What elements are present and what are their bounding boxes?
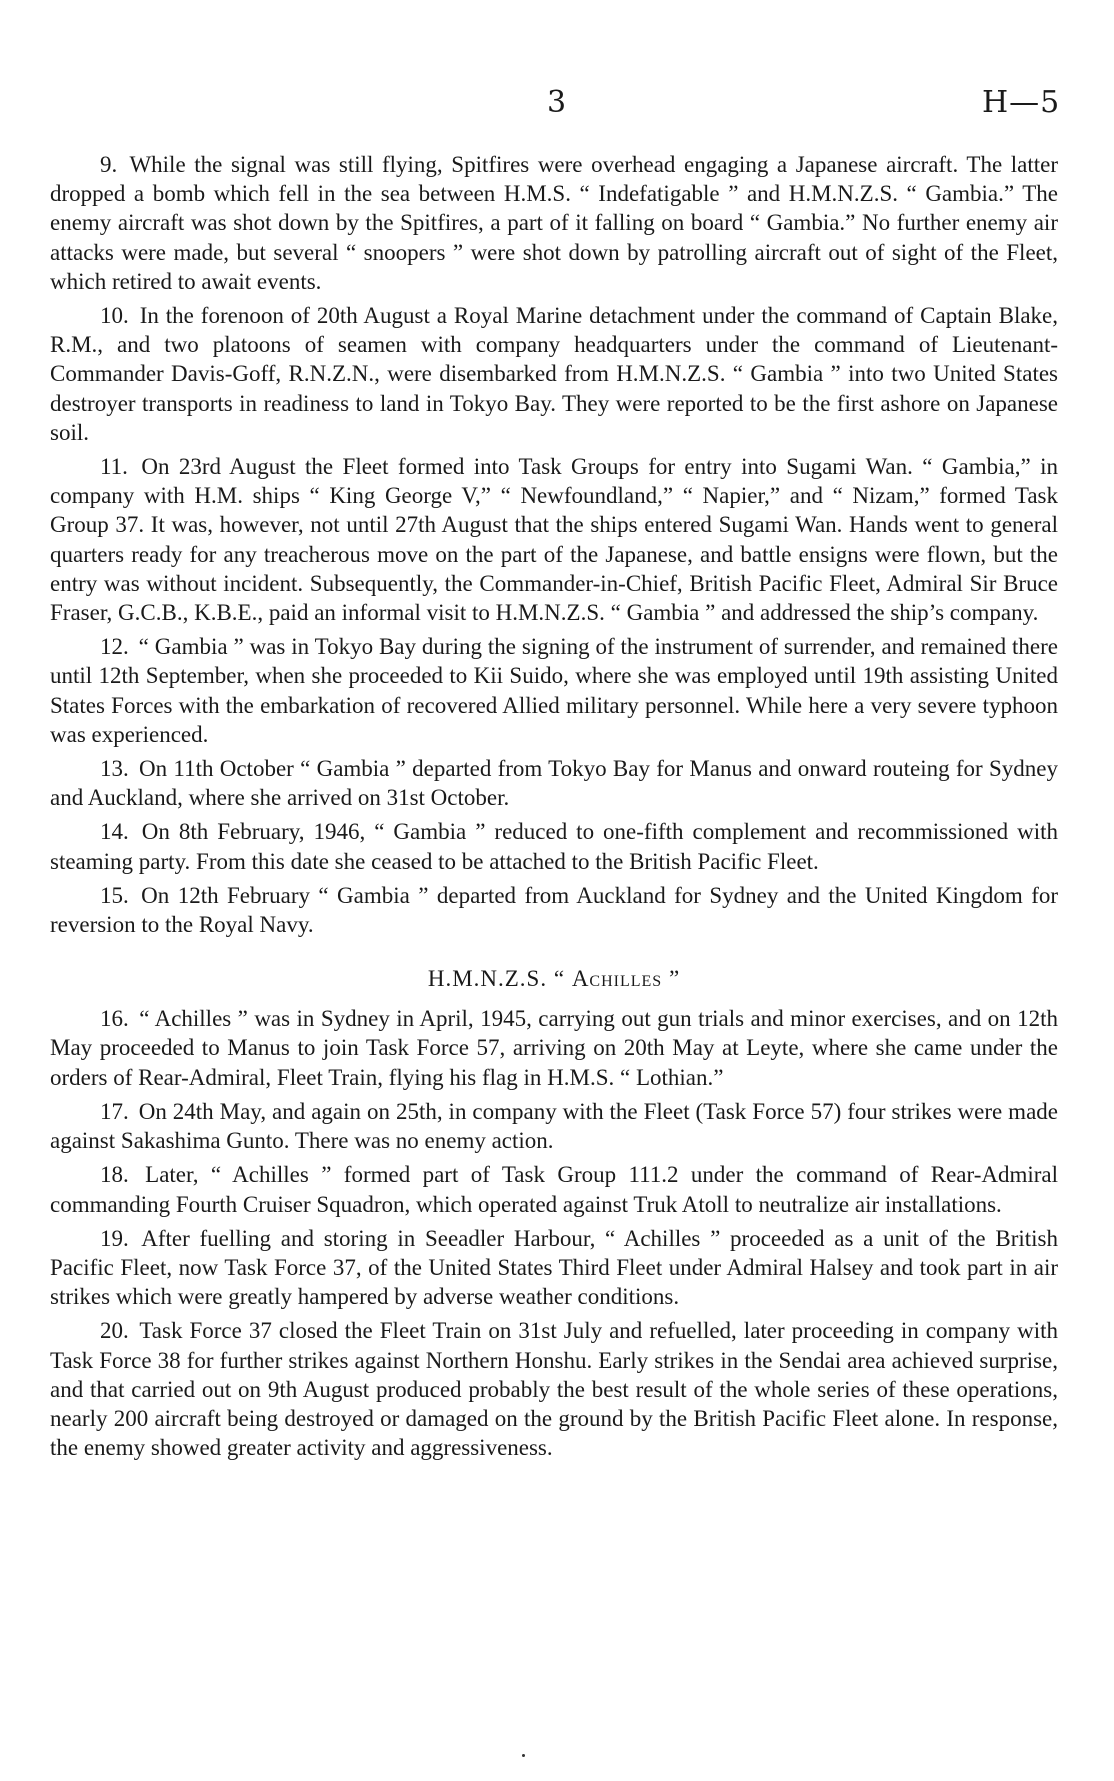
paragraph-18 bbox=[50, 1160, 1058, 1218]
section-heading-prefix: H.M.N.Z.S. “ bbox=[427, 966, 572, 992]
paragraph-10 bbox=[50, 301, 1058, 447]
paragraph-text: On 8th February, 1946, “ Gambia ” reduced to one-fifth complement and recommissioned with steaming party. From this date she ceased to be attached to the British Pacific Fleet. bbox=[50, 819, 1059, 874]
section-heading bbox=[50, 964, 1058, 994]
paragraph-number: 14. bbox=[100, 819, 129, 845]
paragraph-number: 9. bbox=[100, 152, 118, 177]
paragraph-number: 12. bbox=[100, 634, 129, 660]
page-number: 3 bbox=[547, 85, 567, 120]
paragraph-14 bbox=[50, 817, 1058, 875]
paragraph-number: 16. bbox=[100, 1006, 129, 1032]
paragraph-15 bbox=[50, 881, 1058, 939]
paragraph-text: On 11th October “ Gambia ” departed from Tokyo Bay for Manus and onward routeing for Sydney and Auckland, where she arrived on 31st October. bbox=[50, 756, 1058, 811]
paragraph-16 bbox=[50, 1004, 1058, 1092]
paragraph-17 bbox=[50, 1097, 1058, 1155]
paragraph-text: Task Force 37 closed the Fleet Train on 31st July and refuelled, later proceeding in company with Task Force 38 for further strikes against Northern Honshu. Early strikes in the Sendai area achieved surprise, and that carried out on 9th August produced probably the best result of the whole series of these operations, nearly 200 aircraft being destroyed or damaged on the ground by the British Pacific Fleet alone. In response, the enemy showed greater activity and aggressiveness. bbox=[50, 1318, 1058, 1461]
paragraph-number: 20. bbox=[100, 1318, 129, 1344]
paragraph-19 bbox=[50, 1224, 1058, 1312]
paragraph-text: “ Achilles ” was in Sydney in April, 1945, carrying out gun trials and minor exercises, and on 12th May proceeded to Manus to join Task Force 57, arriving on 20th May at Leyte, where she came under the orders of Rear-Admiral, Fleet Train, flying his flag in H.M.S. “ Lothian.” bbox=[50, 1006, 1059, 1090]
footer-dot bbox=[522, 1754, 525, 1757]
paragraph-number: 18. bbox=[100, 1162, 129, 1188]
paragraph-text: On 12th February “ Gambia ” departed from Auckland for Sydney and the United Kingdom for reversion to the Royal Navy. bbox=[50, 882, 1059, 938]
paragraph-number: 17. bbox=[100, 1098, 129, 1124]
paragraph-number: 19. bbox=[100, 1225, 129, 1251]
paragraph-number: 15. bbox=[100, 882, 129, 908]
paragraph-text: “ Gambia ” was in Tokyo Bay during the signing of the instrument of surrender, and remained there until 12th September, when she proceeded to Kii Suido, where she was employed until 19th assisting United States Forces with the embarkation of recovered Allied military personnel. While here a very severe typhoon was experienced. bbox=[50, 634, 1058, 747]
paragraph-20 bbox=[50, 1316, 1058, 1462]
paragraph-text: On 24th May, and again on 25th, in company with the Fleet (Task Force 57) four strikes were made against Sakashima Gunto. There was no enemy action. bbox=[50, 1098, 1058, 1154]
section-heading-suffix: ” bbox=[662, 966, 681, 992]
paragraph-9 bbox=[50, 150, 1058, 296]
paragraph-12 bbox=[50, 632, 1058, 749]
body-text bbox=[50, 150, 1058, 1467]
paragraph-11 bbox=[50, 452, 1058, 627]
paragraph-13 bbox=[50, 754, 1058, 812]
paragraph-text: While the signal was still flying, Spitfires were overhead engaging a Japanese aircraft. The latter dropped a bomb which fell in the sea between H.M.S. “ Indefatigable ” and H.M.N.Z.S. “ Gambia.” The enemy aircraft was shot down by the Spitfires, a part of it falling on board “ Gambia.” No further enemy air attacks were made, but several “ snoopers ” were shot down by patrolling aircraft out of sight of the Fleet, which retired to await events. bbox=[50, 152, 1058, 294]
paragraph-number: 11. bbox=[100, 454, 128, 480]
paragraph-number: 13. bbox=[100, 756, 129, 782]
paragraph-text: In the forenoon of 20th August a Royal Marine detachment under the command of Captain Blake, R.M., and two platoons of seamen with company headquarters under the command of Lieutenant-Commander Davis-Goff, R.N.Z.N., were disembarked from H.M.N.Z.S. “ Gambia ” into two United States destroyer transports in readiness to land in Tokyo Bay. They were reported to be the first ashore on Japanese soil. bbox=[50, 303, 1059, 445]
section-heading-name: Achilles bbox=[571, 966, 663, 992]
document-reference: H—5 bbox=[982, 85, 1061, 120]
paragraph-text: On 23rd August the Fleet formed into Task Groups for entry into Sugami Wan. “ Gambia,” in company with H.M. ships “ King George V,” “ Newfoundland,” “ Napier,” and “ Nizam,” formed Task Group 37. It was, however, not until 27th August that the ships entered Sugami Wan. Hands went to general quarters ready for any treacherous move on the part of the Japanese, and battle ensigns were flown, but the entry was without incident. Subsequently, the Commander-in-Chief, British Pacific Fleet, Admiral Sir Bruce Fraser, G.C.B., K.B.E., paid an informal visit to H.M.N.Z.S. “ Gambia ” and addressed the ship’s company. bbox=[50, 454, 1058, 626]
paragraph-number: 10. bbox=[100, 303, 129, 329]
paragraph-text: After fuelling and storing in Seeadler Harbour, “ Achilles ” proceeded as a unit of the British Pacific Fleet, now Task Force 37, of the United States Third Fleet under Admiral Halsey and took part in air strikes which were greatly hampered by adverse weather conditions. bbox=[50, 1225, 1058, 1310]
paragraph-text: Later, “ Achilles ” formed part of Task Group 111.2 under the command of Rear-Admiral commanding Fourth Cruiser Squadron, which operated against Truk Atoll to neutralize air installations. bbox=[50, 1162, 1059, 1217]
